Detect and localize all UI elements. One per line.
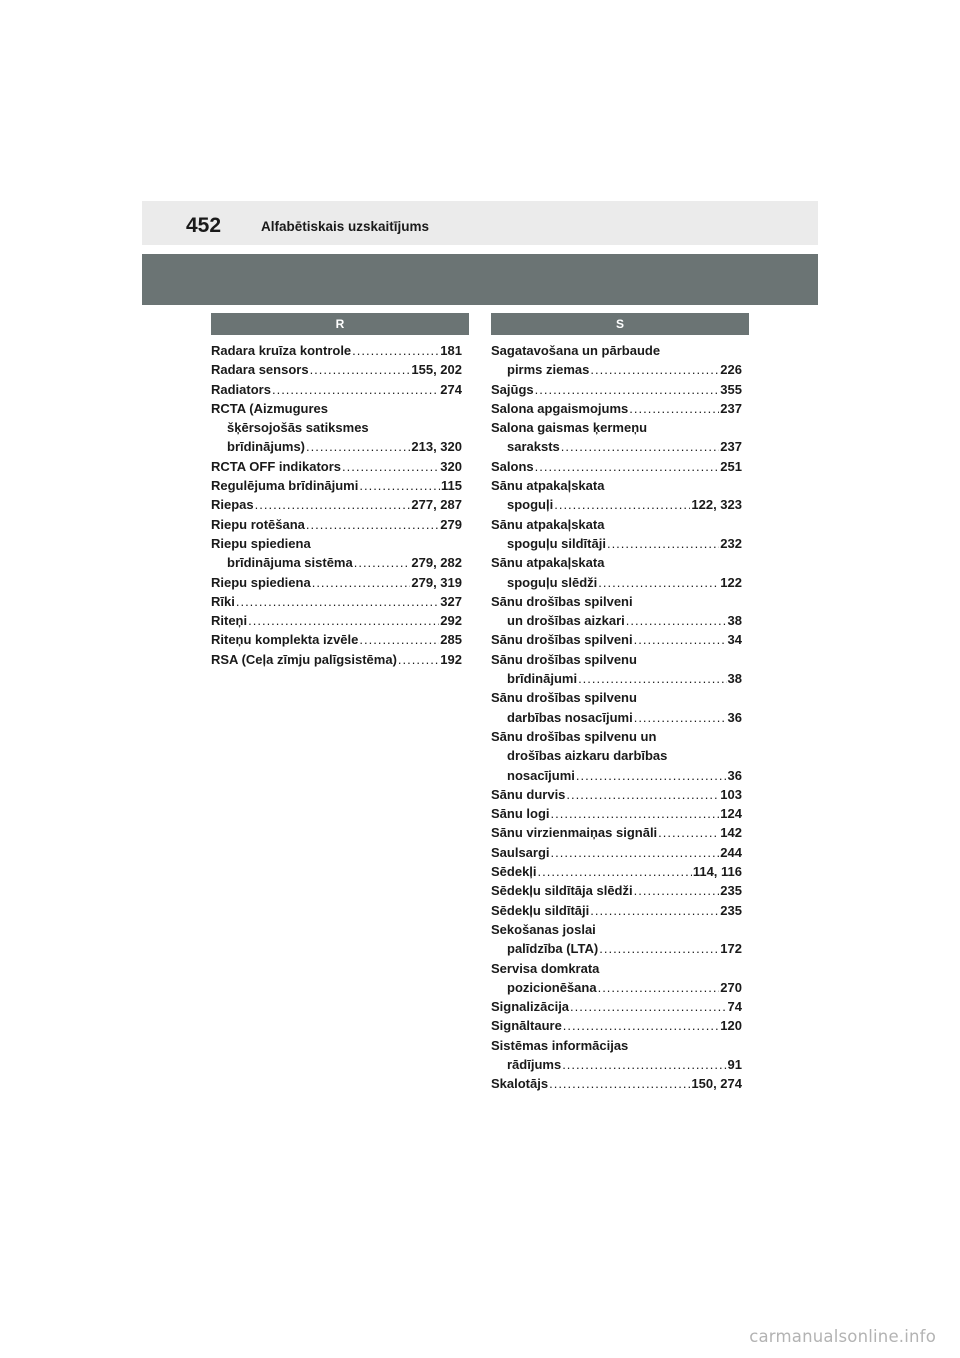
dot-leader [590,360,719,379]
page-reference[interactable]: 270 [720,979,742,995]
index-term: brīdinājuma sistēma [227,555,353,571]
page-reference[interactable]: 181 [440,343,462,358]
index-term: Servisa domkrata [491,960,600,976]
index-entry[interactable] [211,630,462,649]
dot-leader [352,341,439,360]
page-reference[interactable]: 172 [720,941,742,957]
index-term: RCTA OFF indikators [211,458,341,474]
index-entry-line [491,1055,742,1074]
index-entry[interactable] [491,380,742,399]
dot-leader [398,650,439,669]
index-entry[interactable] [491,476,742,515]
dot-leader [598,978,720,997]
index-term: pozicionēšana [507,979,597,995]
dot-leader [570,997,726,1016]
index-term: Regulējuma brīdinājumi [211,478,359,494]
letter-heading-s: S [491,313,749,335]
index-entry-line [491,553,742,572]
page-reference[interactable]: 277, 287 [411,497,462,513]
index-entry[interactable] [211,534,462,573]
index-entry[interactable] [491,785,742,804]
index-term: Rīki [211,593,235,609]
page-reference[interactable]: 36 [727,767,742,783]
dot-leader [535,457,720,476]
index-term: pirms ziemas [507,362,590,378]
dot-leader [634,630,727,649]
page-reference[interactable]: 103 [720,786,742,802]
index-term: Radiators [211,381,271,397]
index-term: Sānu virzienmaiņas signāli [491,825,658,841]
dot-leader [563,1016,720,1035]
page-reference[interactable]: 122, 323 [691,497,742,513]
index-term: Sēdekļu sildītāja slēdži [491,883,633,899]
index-term: Sēdekļu sildītāji [491,902,590,918]
index-entry-line [491,688,742,707]
index-entry[interactable] [491,592,742,631]
index-entry[interactable] [491,804,742,823]
index-entry[interactable] [211,360,462,379]
dot-leader [354,553,411,572]
index-term: palīdzība (LTA) [507,941,599,957]
page-reference[interactable]: 232 [720,535,742,551]
index-term: nosacījumi [507,767,575,783]
index-term: Sagatavošana un pārbaude [491,343,661,358]
dot-leader [306,515,439,534]
index-entry[interactable] [491,920,742,959]
index-term: Sānu drošības spilveni [491,593,633,609]
index-term: un drošības aizkari [507,613,625,629]
dot-leader [551,843,720,862]
index-term: Sānu durvis [491,786,566,802]
index-entry[interactable] [491,457,742,476]
index-term: Radara kruīza kontrole [211,343,352,358]
header-band [142,254,818,305]
index-entry-line [211,476,462,495]
index-term: Sānu atpakaļskata [491,516,605,532]
page-reference[interactable]: 355 [720,381,742,397]
dot-leader [359,476,440,495]
page-reference[interactable]: 274 [440,381,462,397]
index-entry-line [491,399,742,418]
dot-leader [566,785,719,804]
page-reference[interactable]: 285 [440,632,462,648]
page-reference[interactable]: 279, 319 [411,574,462,590]
index-entry[interactable] [211,515,462,534]
index-entry-line [491,920,742,939]
dot-leader [248,611,439,630]
dot-leader [599,939,719,958]
letter-heading-r: R [211,313,469,335]
index-entry[interactable] [491,1016,742,1035]
index-term: RCTA (Aizmugures [211,400,328,416]
index-entry-line [491,901,742,920]
dot-leader [658,823,719,842]
index-entry-line [491,418,742,437]
index-term: brīdinājums) [227,439,306,455]
page-reference[interactable]: 38 [727,613,742,629]
index-entry[interactable] [491,1074,742,1093]
index-term: spoguļu sildītāji [507,535,606,551]
dot-leader [549,1074,690,1093]
page-reference[interactable]: 122 [720,574,742,590]
dot-leader [561,437,720,456]
index-entry-line [491,1036,742,1055]
index-entry-line [491,881,742,900]
dot-leader [578,669,726,688]
index-entry[interactable] [491,688,742,727]
index-term: Sēdekļi [491,864,537,880]
index-entry-line [211,592,462,611]
index-entry[interactable] [211,476,462,495]
index-term: Skalotājs [491,1076,549,1092]
section-title: Alfabētiskais uzskaitījums [261,219,430,234]
dot-leader [359,630,439,649]
index-term: spoguļu slēdži [507,574,598,590]
index-entry[interactable] [491,1036,742,1075]
index-entry-line [491,360,742,379]
page-reference[interactable]: 320 [440,458,462,474]
index-term: Sānu atpakaļskata [491,478,605,494]
index-entry-line [491,669,742,688]
index-entry-line [211,515,462,534]
index-term: Salons [491,458,534,474]
index-entry-line [491,630,742,649]
index-term: rādījums [507,1056,562,1072]
index-entry-line [211,457,462,476]
index-entry[interactable] [491,630,742,649]
index-term: Sānu drošības spilvenu [491,690,637,706]
index-term: Saulsargi [491,844,550,860]
index-entry-line [491,746,742,765]
index-entry-line [491,457,742,476]
page-reference[interactable]: 292 [440,613,462,629]
dot-leader [255,495,411,514]
page-reference[interactable]: 114, 116 [692,864,742,880]
index-entry[interactable] [491,823,742,842]
page-reference[interactable]: 120 [720,1018,742,1034]
index-entry-line [491,804,742,823]
index-term: Riteņi [211,613,248,629]
index-entry-line [491,1016,742,1035]
index-entry[interactable] [491,881,742,900]
index-entry[interactable] [491,843,742,862]
index-entry-line [211,534,462,553]
dot-leader [312,573,411,592]
dot-leader [272,380,439,399]
dot-leader [626,611,727,630]
index-entry[interactable] [211,611,462,630]
index-entry-line [491,341,742,360]
dot-leader [554,495,690,514]
index-term: Riepu spiediena [211,535,311,551]
page-number: 452 [186,214,222,237]
index-entry-line [491,959,742,978]
index-entry[interactable] [211,650,462,669]
dot-leader [306,437,410,456]
index-entry-line [211,573,462,592]
index-term: RSA (Ceļa zīmju palīgsistēma) [211,651,397,667]
index-entry-line [491,843,742,862]
index-entry[interactable] [491,418,742,457]
dot-leader [629,399,719,418]
page-reference[interactable]: 226 [720,362,742,378]
page-reference[interactable]: 244 [720,844,742,860]
index-term: darbības nosacījumi [507,709,633,725]
page-reference[interactable]: 279 [440,516,462,532]
index-entry[interactable] [491,341,742,380]
index-entry-line [211,360,462,379]
page-reference[interactable]: 155, 202 [411,362,462,378]
index-entry-line [491,611,742,630]
index-entry[interactable] [491,959,742,998]
index-entry[interactable] [491,901,742,920]
index-term: šķērsojošās satiksmes [227,420,369,436]
index-entry-line [491,380,742,399]
page-reference[interactable]: 124 [720,806,742,822]
index-entry[interactable] [491,553,742,592]
index-entry[interactable] [211,495,462,514]
dot-leader [310,360,411,379]
index-entry-line [491,534,742,553]
index-entry-line [491,476,742,495]
index-entry-line [211,341,462,360]
page-reference[interactable]: 237 [720,400,742,416]
dot-leader [576,766,727,785]
index-entry-line [491,515,742,534]
index-entry-line [211,611,462,630]
index-entry-line [491,766,742,785]
page-reference[interactable]: 115 [441,478,462,494]
index-entry[interactable] [211,380,462,399]
page-reference[interactable]: 192 [440,651,462,667]
dot-leader [634,881,720,900]
index-entry[interactable] [491,399,742,418]
header-strip [142,201,818,245]
page-reference[interactable]: 327 [440,593,462,609]
index-term: Riteņu komplekta izvēle [211,632,359,648]
index-entry-line [491,939,742,958]
page-reference[interactable]: 235 [720,902,742,918]
dot-leader [535,380,720,399]
dot-leader [562,1055,726,1074]
index-term: Salona apgaismojums [491,400,629,416]
index-entry-line [491,573,742,592]
index-entry[interactable] [491,862,742,881]
index-term: Sānu drošības spilveni [491,632,633,648]
index-term: Sānu drošības spilvenu [491,651,637,667]
page-reference[interactable]: 251 [720,458,742,474]
index-entry-line [211,495,462,514]
index-term: Sānu logi [491,806,550,822]
index-entry[interactable] [211,399,462,457]
index-column-s [491,341,742,1094]
index-entry-line [491,862,742,881]
index-entry-line [491,1074,742,1093]
page-reference[interactable]: 213, 320 [411,439,462,455]
page-reference[interactable]: 279, 282 [411,555,462,571]
index-entry-line [491,978,742,997]
page-reference[interactable]: 150, 274 [691,1076,742,1092]
index-term: spoguļi [507,497,554,513]
index-entry-line [211,399,462,418]
index-entry-line [491,785,742,804]
index-term: saraksts [507,439,560,455]
index-entry[interactable] [211,341,462,360]
index-term: Signāltaure [491,1018,562,1034]
index-entry-line [211,418,462,437]
page-reference[interactable]: 36 [727,709,742,725]
dot-leader [607,534,719,553]
page-reference[interactable]: 237 [720,439,742,455]
dot-leader [590,901,719,920]
index-term: Signalizācija [491,999,570,1015]
index-entry-line [491,437,742,456]
index-entry[interactable] [211,457,462,476]
index-term: Riepas [211,497,254,513]
index-entry-line [211,380,462,399]
page-reference[interactable]: 74 [727,999,742,1015]
index-entry-line [211,437,462,456]
index-term: Salona gaismas ķermeņu [491,420,648,436]
page-reference[interactable]: 38 [727,671,742,687]
dot-leader [236,592,439,611]
index-entry-line [491,650,742,669]
index-entry-line [491,708,742,727]
index-entry[interactable] [491,650,742,689]
index-term: Sānu drošības spilvenu un [491,728,657,744]
page-reference[interactable]: 91 [727,1056,742,1072]
index-term: Riepu rotēšana [211,516,305,532]
dot-leader [551,804,720,823]
dot-leader [538,862,692,881]
dot-leader [634,708,727,727]
index-column-r [211,341,462,669]
page-reference[interactable]: 142 [720,825,742,841]
dot-leader [598,573,719,592]
index-entry-line [491,823,742,842]
index-term: drošības aizkaru darbības [507,748,668,764]
index-entry-line [491,997,742,1016]
index-entry[interactable] [211,573,462,592]
index-entry-line [491,495,742,514]
index-term: brīdinājumi [507,671,578,687]
page-reference[interactable]: 34 [727,632,742,648]
index-term: Sānu atpakaļskata [491,555,605,571]
watermark: carmanualsonline.info [749,1327,936,1346]
index-term: Riepu spiediena [211,574,311,590]
index-entry[interactable] [491,997,742,1016]
dot-leader [342,457,439,476]
index-term: Sajūgs [491,381,534,397]
index-entry-line [211,553,462,572]
index-term: Sistēmas informācijas [491,1037,629,1053]
index-entry-line [211,650,462,669]
page-reference[interactable]: 235 [720,883,742,899]
index-entry-line [491,592,742,611]
index-entry[interactable] [211,592,462,611]
index-entry[interactable] [491,515,742,554]
index-term: Sekošanas joslai [491,921,596,937]
index-entry-line [491,727,742,746]
index-term: Radara sensors [211,362,309,378]
index-entry[interactable] [491,727,742,785]
index-entry-line [211,630,462,649]
